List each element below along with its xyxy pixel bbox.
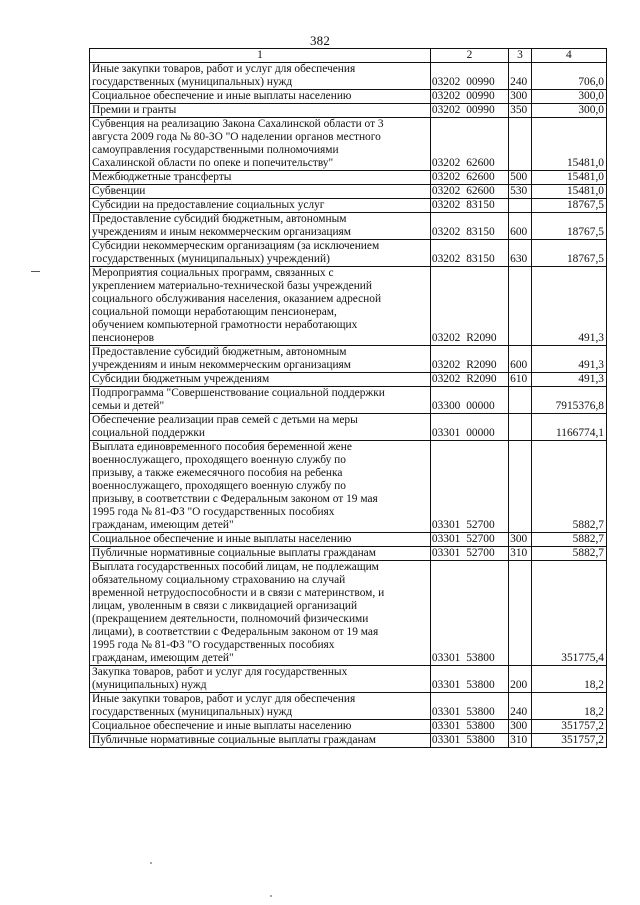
row-name: Субвенции — [90, 185, 431, 199]
row-code: 03202 R2090 — [430, 267, 508, 346]
table-row — [90, 346, 607, 373]
row-code: 03202 83150 — [430, 240, 508, 267]
margin-mark — [31, 271, 40, 272]
row-expense-type: 630 — [509, 240, 532, 267]
row-expense-type — [509, 561, 532, 666]
table-row — [90, 118, 607, 171]
row-code: 03300 00000 — [430, 387, 508, 414]
row-expense-type — [509, 441, 532, 533]
row-name: Иные закупки товаров, работ и услуг для обеспечения государственных (муниципальных) нужд — [90, 693, 431, 720]
row-name: Подпрограмма "Совершенствование социальной поддержки семьи и детей" — [90, 387, 431, 414]
scan-dot — [150, 862, 152, 864]
row-expense-type: 300 — [509, 720, 532, 734]
row-name: Закупка товаров, работ и услуг для государственных (муниципальных) нужд — [90, 666, 431, 693]
row-code: 03301 00000 — [430, 414, 508, 441]
row-expense-type: 530 — [509, 185, 532, 199]
table-row — [90, 666, 607, 693]
table-row — [90, 720, 607, 734]
row-amount: 491,3 — [531, 373, 606, 387]
row-name: Выплата государственных пособий лицам, не подлежащим обязательному социальному страхованию на случай временной нетрудоспособности и в связи с материнством, и лицам, уволенным в связи с ликвидацией организаций (прекращением деятельности, полномочий физическими лицами), в соответствии с Федеральным законом от 19 мая 1995 года № 81-ФЗ "О государственных пособиях гражданам, имеющим детей" — [90, 561, 431, 666]
row-expense-type: 500 — [509, 171, 532, 185]
table-row — [90, 561, 607, 666]
row-name: Субсидии некоммерческим организациям (за исключением государственных (муниципальных) учреждений) — [90, 240, 431, 267]
table-row — [90, 373, 607, 387]
row-expense-type: 350 — [509, 104, 532, 118]
budget-table — [89, 48, 607, 748]
table-row — [90, 63, 607, 90]
row-code: 03301 52700 — [430, 441, 508, 533]
row-name: Социальное обеспечение и иные выплаты населению — [90, 90, 431, 104]
row-code: 03202 83150 — [430, 213, 508, 240]
row-expense-type — [509, 118, 532, 171]
row-name: Иные закупки товаров, работ и услуг для обеспечения государственных (муниципальных) нужд — [90, 63, 431, 90]
header-col-2: 2 — [430, 49, 508, 63]
row-amount: 300,0 — [531, 104, 606, 118]
table-row — [90, 414, 607, 441]
header-col-3: 3 — [509, 49, 532, 63]
table-row — [90, 441, 607, 533]
row-name: Предоставление субсидий бюджетным, автономным учреждениям и иным некоммерческим организациям — [90, 346, 431, 373]
row-amount: 18,2 — [531, 666, 606, 693]
table-body — [90, 63, 607, 748]
row-amount: 18767,5 — [531, 199, 606, 213]
table-row — [90, 213, 607, 240]
header-col-1: 1 — [90, 49, 431, 63]
row-amount: 351775,4 — [531, 561, 606, 666]
header-col-4: 4 — [531, 49, 606, 63]
row-amount: 18,2 — [531, 693, 606, 720]
table-header — [90, 49, 607, 63]
row-name: Межбюджетные трансферты — [90, 171, 431, 185]
row-expense-type — [509, 387, 532, 414]
row-code: 03301 53800 — [430, 734, 508, 748]
table-row — [90, 90, 607, 104]
row-code: 03301 53800 — [430, 666, 508, 693]
row-name: Предоставление субсидий бюджетным, автономным учреждениям и иным некоммерческим организациям — [90, 213, 431, 240]
row-expense-type: 200 — [509, 666, 532, 693]
row-name: Премии и гранты — [90, 104, 431, 118]
table-row — [90, 240, 607, 267]
row-name: Выплата единовременного пособия беременной жене военнослужащего, проходящего военную службу по призыву, а также ежемесячного пособия на ребенка военнослужащего, проходящего военную службу по призыву, в соответствии с Федеральным законом от 19 мая 1995 года № 81-ФЗ "О государственных пособиях гражданам, имеющим детей" — [90, 441, 431, 533]
row-amount: 491,3 — [531, 267, 606, 346]
row-expense-type: 310 — [509, 547, 532, 561]
row-amount: 18767,5 — [531, 240, 606, 267]
row-expense-type: 300 — [509, 90, 532, 104]
row-name: Мероприятия социальных программ, связанных с укреплением материально-технической базы учреждений социального обслуживания населения, оказанием адресной социальной помощи неработающим пенсионерам, обучением компьютерной грамотности неработающих пенсионеров — [90, 267, 431, 346]
row-expense-type: 240 — [509, 63, 532, 90]
row-code: 03301 52700 — [430, 547, 508, 561]
row-expense-type: 240 — [509, 693, 532, 720]
row-amount: 15481,0 — [531, 185, 606, 199]
row-code: 03301 52700 — [430, 533, 508, 547]
row-expense-type: 600 — [509, 213, 532, 240]
row-name: Социальное обеспечение и иные выплаты населению — [90, 720, 431, 734]
row-amount: 15481,0 — [531, 171, 606, 185]
table-row — [90, 199, 607, 213]
row-expense-type — [509, 267, 532, 346]
row-code: 03202 00990 — [430, 104, 508, 118]
row-amount: 7915376,8 — [531, 387, 606, 414]
row-amount: 351757,2 — [531, 734, 606, 748]
row-expense-type: 310 — [509, 734, 532, 748]
row-amount: 351757,2 — [531, 720, 606, 734]
row-name: Публичные нормативные социальные выплаты гражданам — [90, 734, 431, 748]
row-name: Обеспечение реализации прав семей с детьми на меры социальной поддержки — [90, 414, 431, 441]
row-amount: 300,0 — [531, 90, 606, 104]
row-code: 03202 R2090 — [430, 346, 508, 373]
row-amount: 5882,7 — [531, 533, 606, 547]
row-code: 03202 00990 — [430, 90, 508, 104]
row-code: 03202 83150 — [430, 199, 508, 213]
row-code: 03301 53800 — [430, 693, 508, 720]
row-name: Субсидии бюджетным учреждениям — [90, 373, 431, 387]
table-row — [90, 171, 607, 185]
row-expense-type — [509, 414, 532, 441]
scan-dot — [270, 895, 272, 897]
row-code: 03202 00990 — [430, 63, 508, 90]
row-code: 03202 62600 — [430, 118, 508, 171]
table-row — [90, 104, 607, 118]
table-row — [90, 267, 607, 346]
row-amount: 15481,0 — [531, 118, 606, 171]
row-amount: 491,3 — [531, 346, 606, 373]
row-amount: 5882,7 — [531, 441, 606, 533]
row-amount: 706,0 — [531, 63, 606, 90]
row-name: Субвенция на реализацию Закона Сахалинской области от 3 августа 2009 года № 80-ЗО "О наделении органов местного самоуправления государственными полномочиями Сахалинской области по опеке и попечительству" — [90, 118, 431, 171]
row-amount: 5882,7 — [531, 547, 606, 561]
page-number: 382 — [309, 33, 331, 48]
row-code: 03301 53800 — [430, 561, 508, 666]
table-row — [90, 185, 607, 199]
table-row — [90, 387, 607, 414]
row-name: Публичные нормативные социальные выплаты гражданам — [90, 547, 431, 561]
table-row — [90, 533, 607, 547]
row-code: 03202 R2090 — [430, 373, 508, 387]
table-row — [90, 693, 607, 720]
row-expense-type: 600 — [509, 346, 532, 373]
row-code: 03202 62600 — [430, 171, 508, 185]
row-code: 03301 53800 — [430, 720, 508, 734]
row-name: Социальное обеспечение и иные выплаты населению — [90, 533, 431, 547]
row-expense-type: 300 — [509, 533, 532, 547]
row-amount: 1166774,1 — [531, 414, 606, 441]
row-name: Субсидии на предоставление социальных услуг — [90, 199, 431, 213]
table-row — [90, 734, 607, 748]
table-row — [90, 547, 607, 561]
row-code: 03202 62600 — [430, 185, 508, 199]
row-expense-type: 610 — [509, 373, 532, 387]
row-expense-type — [509, 199, 532, 213]
header-row — [90, 49, 607, 63]
row-amount: 18767,5 — [531, 213, 606, 240]
